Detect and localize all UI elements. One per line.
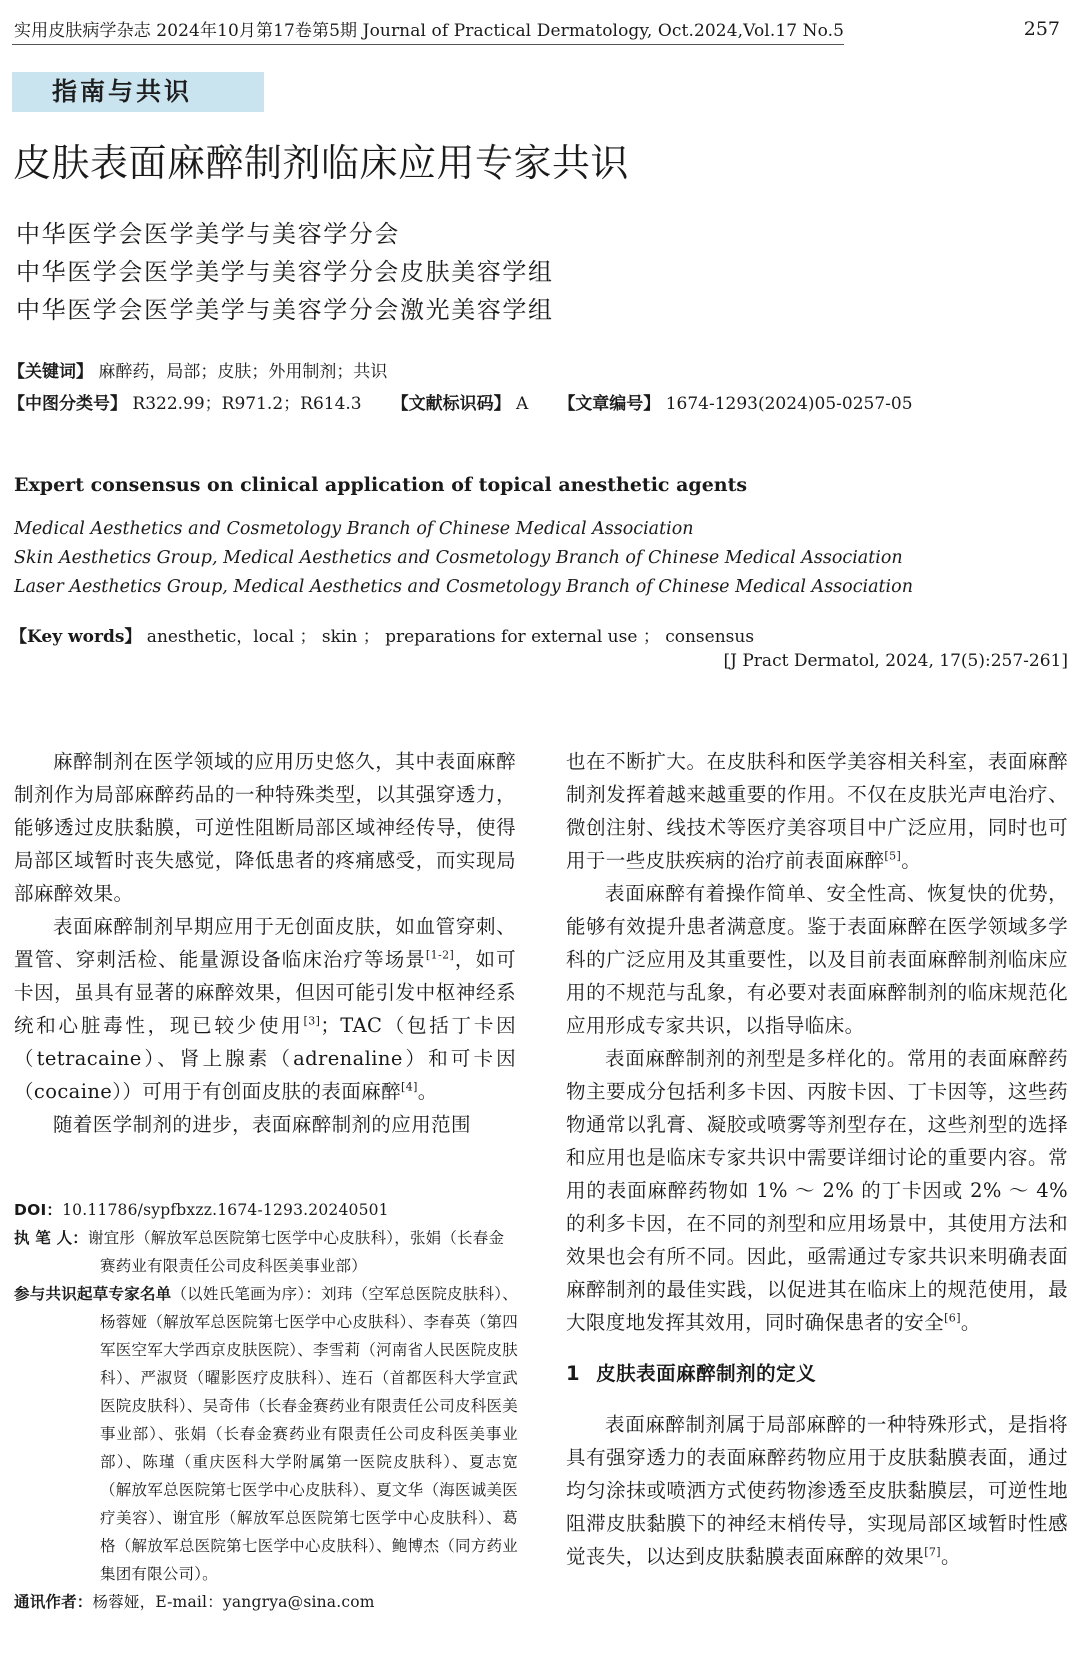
title-en: Expert consensus on clinical application of topical anesthetic agents <box>14 474 748 496</box>
reference-mark: [1-2] <box>425 948 455 962</box>
section-1-heading <box>566 1357 1068 1390</box>
text-span: 表面麻醉制剂的剂型是多样化的。常用的表面麻醉药物主要成分包括利多卡因、丙胺卡因、丁卡因等，这些药物通常以乳膏、凝胶或喷雾等剂型存在，这些剂型的选择和应用也是临床专家共识中需要详细讨论的重要内容。常用的表面麻醉药物如 1% ～ 2% 的丁卡因或 2% ～ 4% 的利多卡因，在不同的剂型和应用场景中，其使用方法和效果也会有所不同。因此，亟需通过专家共识来明确表面麻醉制剂的最佳实践，以促进其在临床上的规范使用，最大限度地发挥其效用，同时确保患者的安全 <box>566 1047 1068 1334</box>
reference-mark: [3] <box>303 1014 321 1028</box>
keywords-en-value: anesthetic，local ； skin ； preparations for external use ； consensus <box>141 627 755 647</box>
reference-mark: [4] <box>401 1080 418 1094</box>
body-right-paragraph-3 <box>566 1042 1068 1339</box>
title-cn: 皮肤表面麻醉制剂临床应用专家共识 <box>13 141 630 185</box>
executor-line <box>14 1224 518 1280</box>
classification-line <box>8 389 913 414</box>
clc-label: 【中图分类号】 <box>8 394 127 414</box>
doc-code-label: 【文献标识码】 <box>391 394 511 414</box>
article-no-value: 1674-1293(2024)05-0257-05 <box>660 394 913 414</box>
article-no-label: 【文章编号】 <box>558 394 661 414</box>
body-right-paragraph-4 <box>566 1408 1068 1573</box>
reference-mark: [6] <box>944 1311 961 1325</box>
clc-value: R322.99；R971.2；R614.3 <box>127 394 362 414</box>
section-tag: 指南与共识 <box>12 72 264 112</box>
text-span: 表面麻醉制剂属于局部麻醉的一种特殊形式，是指将具有强穿透力的表面麻醉药物应用于皮肤黏膜表面，通过均匀涂抹或喷洒方式使药物渗透至皮肤黏膜层，可逆性地阻滞皮肤黏膜下的神经末梢传导，实现局部区域暂时性感觉丧失，以达到皮肤黏膜表面麻醉的效果 <box>566 1413 1068 1568</box>
doi-value: 10.11786/sypfbxzz.1674-1293.20240501 <box>62 1201 389 1219</box>
body-left-paragraph-1: 麻醉制剂在医学领域的应用历史悠久，其中表面麻醉制剂作为局部麻醉药品的一种特殊类型，以其强穿透力，能够透过皮肤黏膜，可逆性阻断局部区域神经传导，使得局部区域暂时丧失感觉，降低患者的疼痛感受，而实现局部麻醉效果。 <box>14 750 516 905</box>
reference-mark: [7] <box>924 1545 941 1559</box>
doi-line <box>14 1196 518 1224</box>
author-cn-1: 中华医学会医学美学与美容学分会 <box>16 220 400 248</box>
body-right-paragraph-1 <box>566 745 1068 877</box>
reference-mark: [5] <box>884 849 902 863</box>
text-span: 也在不断扩大。在皮肤科和医学美容相关科室，表面麻醉制剂发挥着越来越重要的作用。不仅在皮肤光声电治疗、微创注射、线技术等医疗美容项目中广泛应用，同时也可用于一些皮肤疾病的治疗前表面麻醉 <box>566 750 1068 872</box>
text-span: 。 <box>941 1545 961 1568</box>
citation: [J Pract Dermatol, 2024, 17(5):257-261] <box>723 651 1068 671</box>
page-number: 257 <box>1023 18 1060 40</box>
header-rule <box>12 44 844 45</box>
author-cn-2: 中华医学会医学美学与美容学分会皮肤美容学组 <box>16 258 554 286</box>
body-right-paragraph-2: 表面麻醉有着操作简单、安全性高、恢复快的优势，能够有效提升患者满意度。鉴于表面麻醉在医学领域多学科的广泛应用及其重要性，以及目前表面麻醉制剂临床应用的不规范与乱象，有必要对表面麻醉制剂的临床规范化应用形成专家共识，以指导临床。 <box>566 882 1068 1037</box>
text-span: 表面麻醉制剂早期应用于无创面皮肤，如血管穿刺、置管、穿刺活检、能量源设备临床治疗等场景 <box>14 915 516 971</box>
keywords-cn <box>8 357 387 382</box>
text-span: 。 <box>417 1080 438 1103</box>
journal-header: 实用皮肤病学杂志 2024年10月第17卷第5期 Journal of Practical Dermatology, Oct.2024,Vol.17 No.5 <box>14 21 845 41</box>
keywords-en-label: 【Key words】 <box>10 627 142 647</box>
author-en-3: Laser Aesthetics Group, Medical Aesthetics and Cosmetology Branch of Chinese Medical Association <box>14 577 913 597</box>
section-1-number: 1 <box>566 1362 581 1385</box>
executor-value: 谢宜彤（解放军总医院第七医学中心皮肤科），张娟（长春金赛药业有限责任公司皮科医美事业部） <box>88 1229 505 1275</box>
executor-label: 执 笔 人： <box>14 1229 88 1247</box>
author-en-2: Skin Aesthetics Group, Medical Aesthetics and Cosmetology Branch of Chinese Medical Association <box>14 548 903 568</box>
body-left-column <box>14 745 516 1141</box>
text-span: 。 <box>960 1311 981 1334</box>
section-1-title: 皮肤表面麻醉制剂的定义 <box>596 1362 817 1385</box>
doc-code-value: A <box>510 394 529 414</box>
experts-line <box>14 1280 518 1588</box>
footnotes <box>14 1196 518 1616</box>
doi-label: DOI： <box>14 1201 63 1219</box>
experts-label: 参与共识起草专家名单 <box>14 1285 172 1303</box>
corresponding-label: 通讯作者： <box>14 1593 93 1611</box>
body-left-paragraph-2 <box>14 910 516 1108</box>
author-en-1: Medical Aesthetics and Cosmetology Branch of Chinese Medical Association <box>14 519 694 539</box>
keywords-cn-value: 麻醉药，局部；皮肤；外用制剂；共识 <box>93 362 388 382</box>
text-span: ；TAC（包括丁卡因（tetracaine）、肾上腺素（adrenaline）和可卡因（cocaine））可用于有创面皮肤的表面麻醉 <box>14 1014 516 1103</box>
body-left-paragraph-3: 随着医学制剂的进步，表面麻醉制剂的应用范围 <box>53 1113 471 1136</box>
author-cn-3: 中华医学会医学美学与美容学分会激光美容学组 <box>16 296 554 324</box>
body-right-column <box>566 745 1068 1573</box>
experts-value: （以姓氏笔画为序）：刘玮（空军总医院皮肤科）、杨蓉娅（解放军总医院第七医学中心皮肤科）、李春英（第四军医空军大学西京皮肤医院）、李雪莉（河南省人民医院皮肤科）、严淑贤（曜影医疗皮肤科）、连石（首都医科大学宣武医院皮肤科）、吴奇伟（长春金赛药业有限责任公司皮科医美事业部）、张娟（长春金赛药业有限责任公司皮科医美事业部）、陈瑾（重庆医科大学附属第一医院皮肤科）、夏志宽（解放军总医院第七医学中心皮肤科）、夏文华（海医诚美医疗美容）、谢宜彤（解放军总医院第七医学中心皮肤科）、葛格（解放军总医院第七医学中心皮肤科）、鲍博杰（同方药业集团有限公司）。 <box>100 1285 518 1583</box>
corresponding-value: 杨蓉娅，E-mail：yangrya@sina.com <box>92 1593 375 1611</box>
keywords-cn-label: 【关键词】 <box>8 362 93 382</box>
text-span: ，如可卡因，虽具有显著的麻醉效果，但因可能引发中枢神经系统和心脏毒性，现已较少使用 <box>14 948 516 1037</box>
text-span: 。 <box>901 849 922 872</box>
corresponding-line <box>14 1588 518 1616</box>
keywords-en <box>10 622 754 647</box>
